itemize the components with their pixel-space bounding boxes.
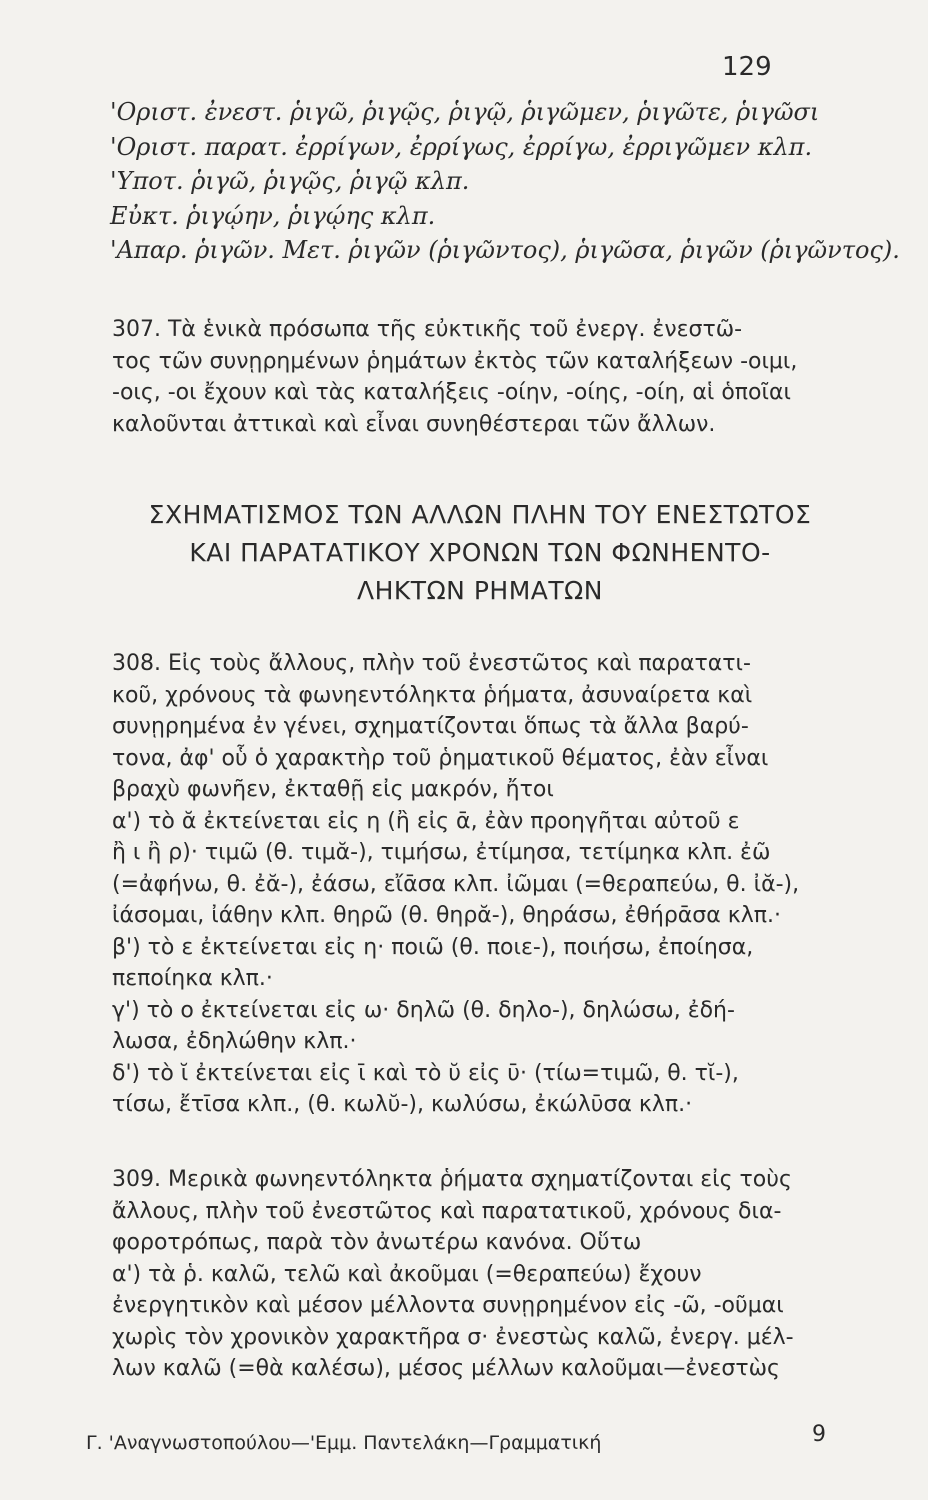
text-line: βραχὺ φωνῆεν, ἐκταθῇ εἰς μακρόν, ἤτοι	[112, 777, 554, 802]
text-line: ἢ ι ἢ ρ)· τιμῶ (θ. τιμᾰ-), τιμήσω, ἐτίμησα, τετίμηκα κλπ. ἐῶ	[112, 840, 771, 865]
text-line: πεποίηκα κλπ.·	[112, 966, 273, 991]
heading-line: ΚΑΙ ΠΑΡΑΤΑΤΙΚΟΥ ΧΡΟΝΩΝ ΤΩΝ ΦΩΝΗΕΝΤΟ-	[189, 538, 771, 567]
paragraph-309	[112, 1164, 818, 1385]
text-line: τίσω, ἔτῑσα κλπ., (θ. κωλῠ-), κωλύσω, ἐκώλῡσα κλπ.·	[112, 1092, 693, 1117]
text-line: συνῃρημένα ἐν γένει, σχηματίζονται ὅπως τὰ ἄλλα βαρύ-	[112, 714, 749, 739]
page-number: 129	[722, 52, 772, 82]
heading-line: ΛΗΚΤΩΝ ΡΗΜΑΤΩΝ	[357, 576, 603, 605]
form-line: 'Υποτ. ῥιγῶ, ῥιγῷς, ῥιγῷ κλπ.	[110, 167, 470, 195]
text-line: -οις, -οι ἔχουν καὶ τὰς καταλήξεις -οίην, -οίης, -οίη, αἱ ὁποῖαι	[112, 380, 791, 405]
text-line: ἄλλους, πλὴν τοῦ ἐνεστῶτος καὶ παρατατικοῦ, χρόνους δια-	[112, 1198, 782, 1224]
text-line: (=ἀφήνω, θ. ἐᾰ-), ἐάσω, εἴᾱσα κλπ. ἰῶμαι (=θεραπεύω, θ. ἰᾰ-),	[112, 871, 800, 897]
footer-source: Γ. 'Αναγνωστοπούλου—'Εμμ. Παντελάκη—Γραμματική	[86, 1432, 602, 1454]
text-line: τονα, ἀφ' οὗ ὁ χαρακτὴρ τοῦ ῥηματικοῦ θέματος, ἐὰν εἶναι	[112, 745, 769, 771]
text-line: ἰάσομαι, ἰάθην κλπ. θηρῶ (θ. θηρᾰ-), θηράσω, ἐθήρᾱσα κλπ.·	[112, 903, 781, 928]
signature-mark: 9	[812, 1422, 826, 1447]
text-line: λων καλῶ (=θὰ καλέσω), μέσος μέλλων καλοῦμαι—ἐνεστὼς	[112, 1356, 780, 1381]
text-line: α') τὸ ᾰ ἐκτείνεται εἰς η (ἢ εἰς ᾱ, ἐὰν προηγῆται αὐτοῦ ε	[112, 808, 740, 834]
form-line: Εὐκτ. ῥιγῴην, ῥιγῴης κλπ.	[110, 201, 436, 230]
section-heading	[140, 496, 820, 610]
paragraph-307	[112, 314, 818, 440]
text-line: 309. Μερικὰ φωνηεντόληκτα ῥήματα σχηματίζονται εἰς τοὺς	[112, 1167, 792, 1192]
text-line: β') τὸ ε ἐκτείνεται εἰς η· ποιῶ (θ. ποιε-), ποιήσω, ἐποίησα,	[112, 934, 754, 960]
text-line: καλοῦνται ἀττικαὶ καὶ εἶναι συνηθέστεραι τῶν ἄλλων.	[112, 411, 716, 437]
paragraph-308	[112, 648, 818, 1121]
text-line: κοῦ, χρόνους τὰ φωνηεντόληκτα ῥήματα, ἀσυναίρετα καὶ	[112, 682, 753, 708]
text-line: 308. Εἰς τοὺς ἄλλους, πλὴν τοῦ ἐνεστῶτος καὶ παρατατι-	[112, 651, 751, 676]
form-line: 'Οριστ. ἐνεστ. ῥιγῶ, ῥιγῷς, ῥιγῷ, ῥιγῶμεν, ῥιγῶτε, ῥιγῶσι	[110, 98, 820, 126]
text-line: α') τὰ ῥ. καλῶ, τελῶ καὶ ἀκοῦμαι (=θεραπεύω) ἔχουν	[112, 1261, 702, 1287]
text-line: τος τῶν συνῃρημένων ῥημάτων ἐκτὸς τῶν καταλήξεων -οιμι,	[112, 348, 798, 374]
text-line: 307. Τὰ ἑνικὰ πρόσωπα τῆς εὐκτικῆς τοῦ ἐνεργ. ἐνεστῶ-	[112, 317, 743, 342]
heading-line: ΣΧΗΜΑΤΙΣΜΟΣ ΤΩΝ ΑΛΛΩΝ ΠΛΗΝ ΤΟΥ ΕΝΕΣΤΩΤΟΣ	[148, 500, 812, 529]
text-line: ἐνεργητικὸν καὶ μέσον μέλλοντα συνῃρημένον εἰς -ῶ, -οῦμαι	[112, 1293, 784, 1318]
conjugation-forms	[110, 95, 900, 268]
text-line: λωσα, ἐδηλώθην κλπ.·	[112, 1029, 357, 1054]
form-line: 'Απαρ. ῥιγῶν. Μετ. ῥιγῶν (ῥιγῶντος), ῥιγῶσα, ῥιγῶν (ῥιγῶντος).	[110, 236, 900, 264]
form-line: 'Οριστ. παρατ. ἐρρίγων, ἐρρίγως, ἐρρίγω, ἐρριγῶμεν κλπ.	[110, 132, 813, 161]
text-line: χωρὶς τὸν χρονικὸν χαρακτῆρα σ· ἐνεστὼς καλῶ, ἐνεργ. μέλ-	[112, 1324, 794, 1350]
text-line: δ') τὸ ῐ ἐκτείνεται εἰς ῑ καὶ τὸ ῠ εἰς ῡ· (τίω=τιμῶ, θ. τῐ-),	[112, 1060, 739, 1086]
text-line: φοροτρόπως, παρὰ τὸν ἀνωτέρω κανόνα. Οὕτω	[112, 1230, 642, 1255]
text-line: γ') τὸ ο ἐκτείνεται εἰς ω· δηλῶ (θ. δηλο-), δηλώσω, ἐδή-	[112, 997, 735, 1023]
